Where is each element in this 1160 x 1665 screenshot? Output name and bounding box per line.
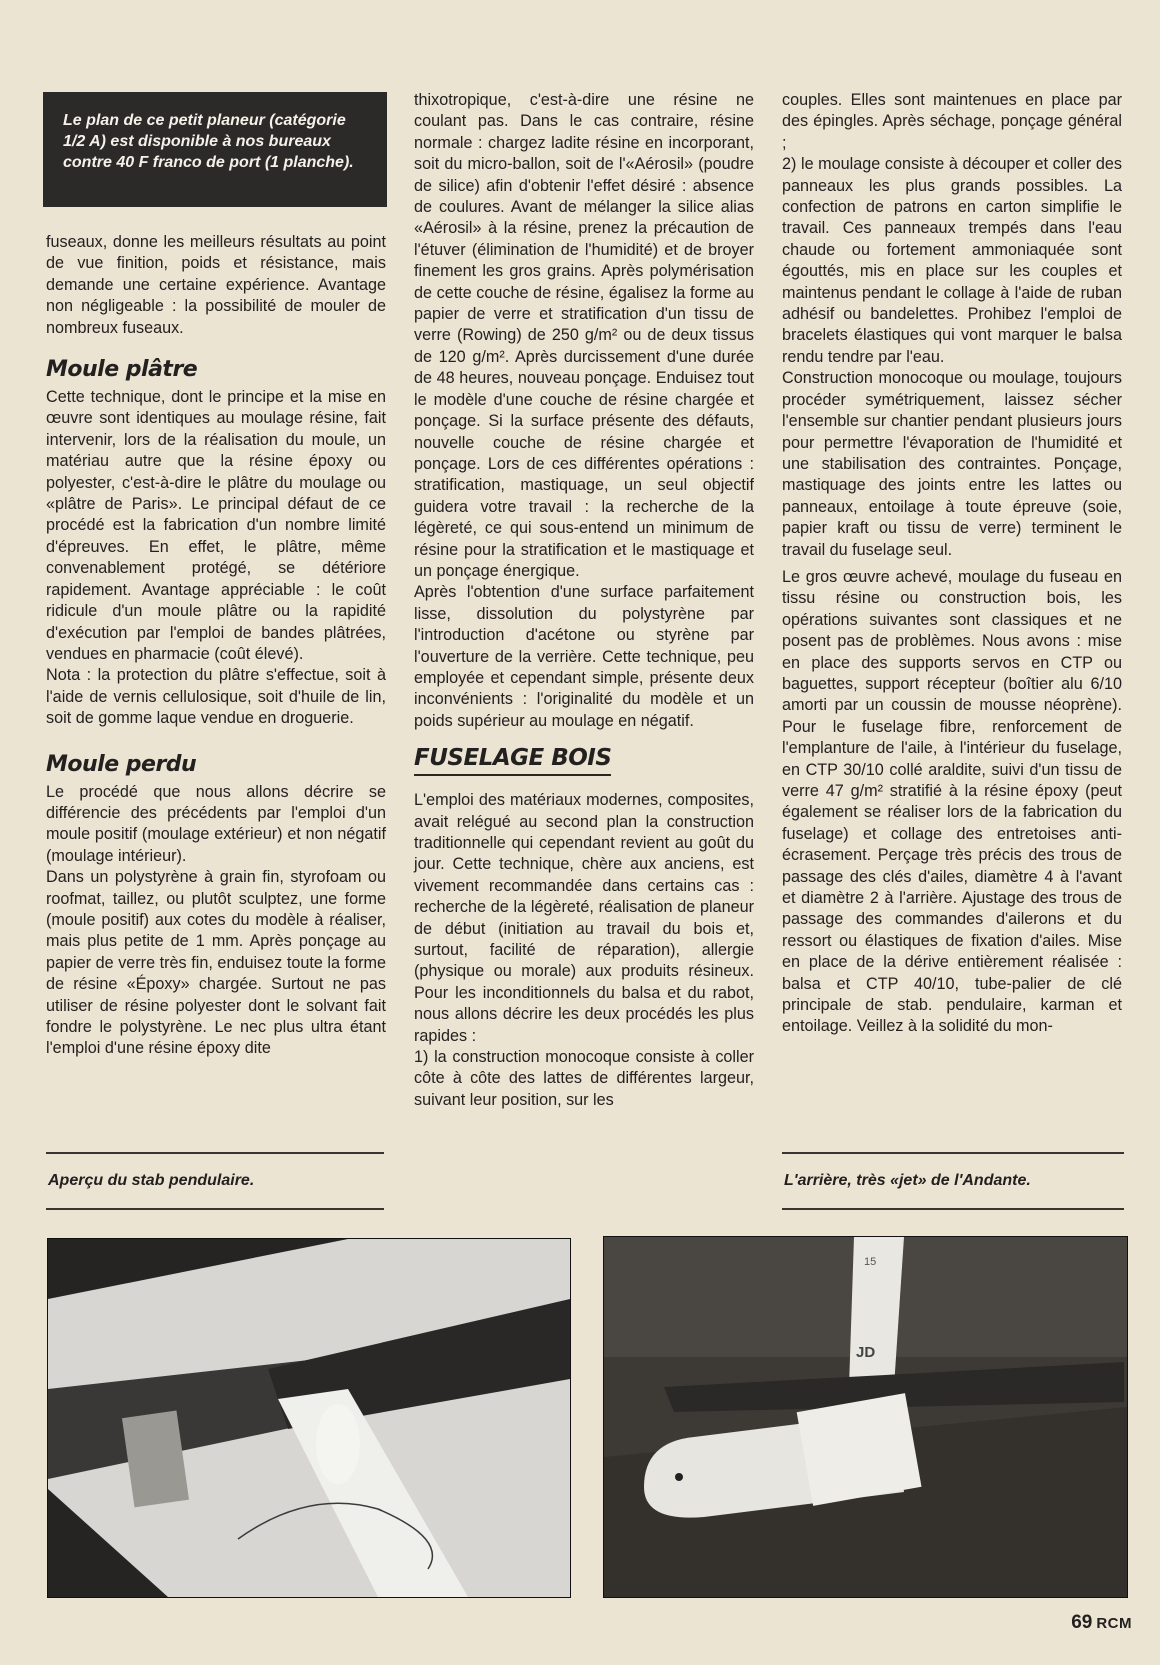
column-3 xyxy=(782,90,1122,1038)
caption-left-rule-top xyxy=(46,1152,384,1154)
col1-platre-p1: Cette technique, dont le principe et la mise en œuvre sont identiques au moulage résine, fait intervenir, lors de la réalisation du moule, un matériau autre que la résine époxy ou polyester, c'est-à-dire le plâtre du moulage ou «plâtre de Paris». Le principal défaut de ce procédé est la fabrication d'un nombre limité d'épreuves. En effet, le plâtre, même convenablement protégé, se détériore rapidement. Avantage appréciable : le coût ridicule d'un moule plâtre ou la rapidité d'exécution par l'emploi de bandes plâtrées, vendues en pharmacie (coût élevé). xyxy=(46,388,386,663)
plan-info-box xyxy=(43,92,387,207)
fin-number: 15 xyxy=(864,1256,877,1268)
caption-left: Aperçu du stab pendulaire. xyxy=(48,1172,255,1189)
col2-p2: Après l'obtention d'une surface parfaitement lisse, dissolution du polystyrène par l'introduction d'acétone ou styrène par l'ouverture de la verrière. Cette technique, peu employée et cependant simple, présente deux inconvénients : l'originalité du modèle et un poids supérieur au moulage en négatif. xyxy=(414,583,754,730)
caption-right: L'arrière, très «jet» de l'Andante. xyxy=(784,1172,1031,1189)
col2-p3: L'emploi des matériaux modernes, composites, avait relégué au second plan la construction traditionnelle qui cependant revient au goût du jour. Cette technique, chère aux anciens, est vivement recommandée dans certains cas : recherche de la légèreté, réalisation de planeur de début (initiation au travail du bois et, surtout, facilité de réparation), allergie (physique ou morale) aux produits résineux. Pour les inconditionnels du balsa et du rabot, nous allons décrire les deux procédés les plus rapides : xyxy=(414,791,754,1045)
heading-fuselage-bois: FUSELAGE BOIS xyxy=(414,744,611,776)
page-number: 69 xyxy=(1071,1612,1093,1633)
col3-p1: couples. Elles sont maintenues en place par des épingles. Après séchage, ponçage général ; xyxy=(782,91,1122,152)
column-2 xyxy=(414,90,754,1111)
col1-intro: fuseaux, donne les meilleurs résultats au point de vue finition, poids et résistance, mais demande une certaine expérience. Avantage non négligeable : la possibilité de mouler de nombreux fuseaux. xyxy=(46,233,386,337)
col2-p4: 1) la construction monocoque consiste à coller côte à côte des lattes de différentes largeur, suivant leur position, sur les xyxy=(414,1048,754,1109)
stab-pendulaire-illustration xyxy=(48,1239,570,1597)
col1-perdu-p2: Dans un polystyrène à grain fin, styrofoam ou roofmat, taillez, ou plutôt sculptez, une forme (moule positif) aux cotes du modèle à réaliser, mais plus petite de 1 mm. Après ponçage au papier de verre très fin, enduisez toute la forme de résine «Époxy» chargée. Surtout ne pas utiliser de résine polyester dont le solvant fait fondre le polystyrène. Le nec plus ultra étant l'emploi d'une résine époxy dite xyxy=(46,868,386,1058)
col1-perdu-p1: Le procédé que nous allons décrire se différencie des précédents par l'emploi d'un moule positif (moulage extérieur) et non négatif (moulage intérieur). xyxy=(46,782,386,865)
col3-p4: Le gros œuvre achevé, moulage du fuseau en tissu résine ou construction bois, les opérations suivantes sont classiques et ne posent pas de problèmes. Nous avons : mise en place des supports servos en CTP ou baguettes, support récepteur (boîtier alu 6/10 amorti par un coussin de mousse néoprène). Pour le fuselage fibre, renforcement de l'emplanture de l'aile, à l'intérieur du fuselage, en CTP 30/10 collé araldite, suivi d'un tissu de verre 47 g/m² stratifié à la résine époxy (peut également se réaliser lors de la fabrication du fuselage) et collage des entretoises anti-écrasement. Perçage très précis des trous de passage des clés d'ailes, diamètre 4 à l'avant et diamètre 2 à l'arrière. Ajustage des trous de passage des commandes d'ailerons et du ressort ou élastiques de fixation d'ailes. Mise en place de la dérive entièrement réalisée : balsa et CTP 40/10, tube-palier de clé principale de stab. pendulaire, karman et entoilage. Veillez à la solidité du mon- xyxy=(782,567,1122,1036)
col2-p1: thixotropique, c'est-à-dire une résine ne coulant pas. Dans le cas contraire, résine normale : chargez ladite résine en incorporant, soit du micro-ballon, soit de l'«Aérosil» (poudre de silice) afin d'obtenir l'effet désiré : absence de coulures. Avant de mélanger la silice alias «Aérosil» à la résine, prenez la précaution de l'étuver (élimination de l'humidité) et de broyer finement les gros grains. Après polymérisation de cette couche de résine, égalisez la forme au papier de verre et stratification d'un tissu de verre (Rowing) de 250 g/m² ou de deux tissus de 120 g/m². Après durcissement d'une durée de 48 heures, nouveau ponçage. Enduisez tout le modèle d'une couche de résine chargée et ponçage. Si la surface présente des défauts, nouvelle couche de résine chargée et ponçage. Lors de ces différentes opérations : stratification, mastiquage, un seul objectif guidera votre travail : la recherche de la légèreté, ce qui sous-entend un minimum de résine pour la stratification et le mastiquage et un ponçage énergique. xyxy=(414,91,754,580)
col3-p3: Construction monocoque ou moulage, toujours procéder symétriquement, laissez sécher l'ensemble sur chantier pendant plusieurs jours pour permettre l'évaporation de l'humidité et une stabilisation des contraintes. Ponçage, mastiquage des joints entre les lattes ou panneaux, entoilage à toute épreuve (soie, papier kraft ou tissu de verre) terminent le travail du fuselage seul. xyxy=(782,369,1122,559)
fin-letters: JD xyxy=(856,1344,876,1361)
magazine-brand: RCM xyxy=(1096,1615,1132,1632)
col1-platre-p2: Nota : la protection du plâtre s'effectue, soit à l'aide de vernis cellulosique, soit d'huile de lin, soit de gomme laque vendue en droguerie. xyxy=(46,666,386,728)
photo-arriere-andante xyxy=(603,1236,1128,1598)
caption-left-rule-bottom xyxy=(46,1208,384,1210)
col3-p2: 2) le moulage consiste à découper et coller des panneaux les plus grands possibles. La confection de patrons en carton simplifie le travail. Ces panneaux trempés dans l'eau chaude ou fortement ammoniaquée sont égouttés, mis en place sur les couples et maintenus pendant le collage à l'aide de ruban adhésif ou bandelettes. Prohibez l'emploi de bracelets élastiques qui vont marquer le balsa rendu tendre par l'eau. xyxy=(782,155,1122,366)
heading-moule-perdu: Moule perdu xyxy=(46,751,197,777)
andante-rear-illustration xyxy=(604,1237,1127,1597)
plan-info-text: Le plan de ce petit planeur (catégorie 1/2 A) est disponible à nos bureaux contre 40 F franco de port (1 planche). xyxy=(63,112,354,171)
heading-moule-platre: Moule plâtre xyxy=(46,357,198,383)
column-1 xyxy=(46,232,386,1060)
page-footer xyxy=(1071,1612,1132,1634)
caption-right-rule-bottom xyxy=(782,1208,1124,1210)
photo-stab-pendulaire xyxy=(47,1238,571,1598)
caption-right-rule-top xyxy=(782,1152,1124,1154)
